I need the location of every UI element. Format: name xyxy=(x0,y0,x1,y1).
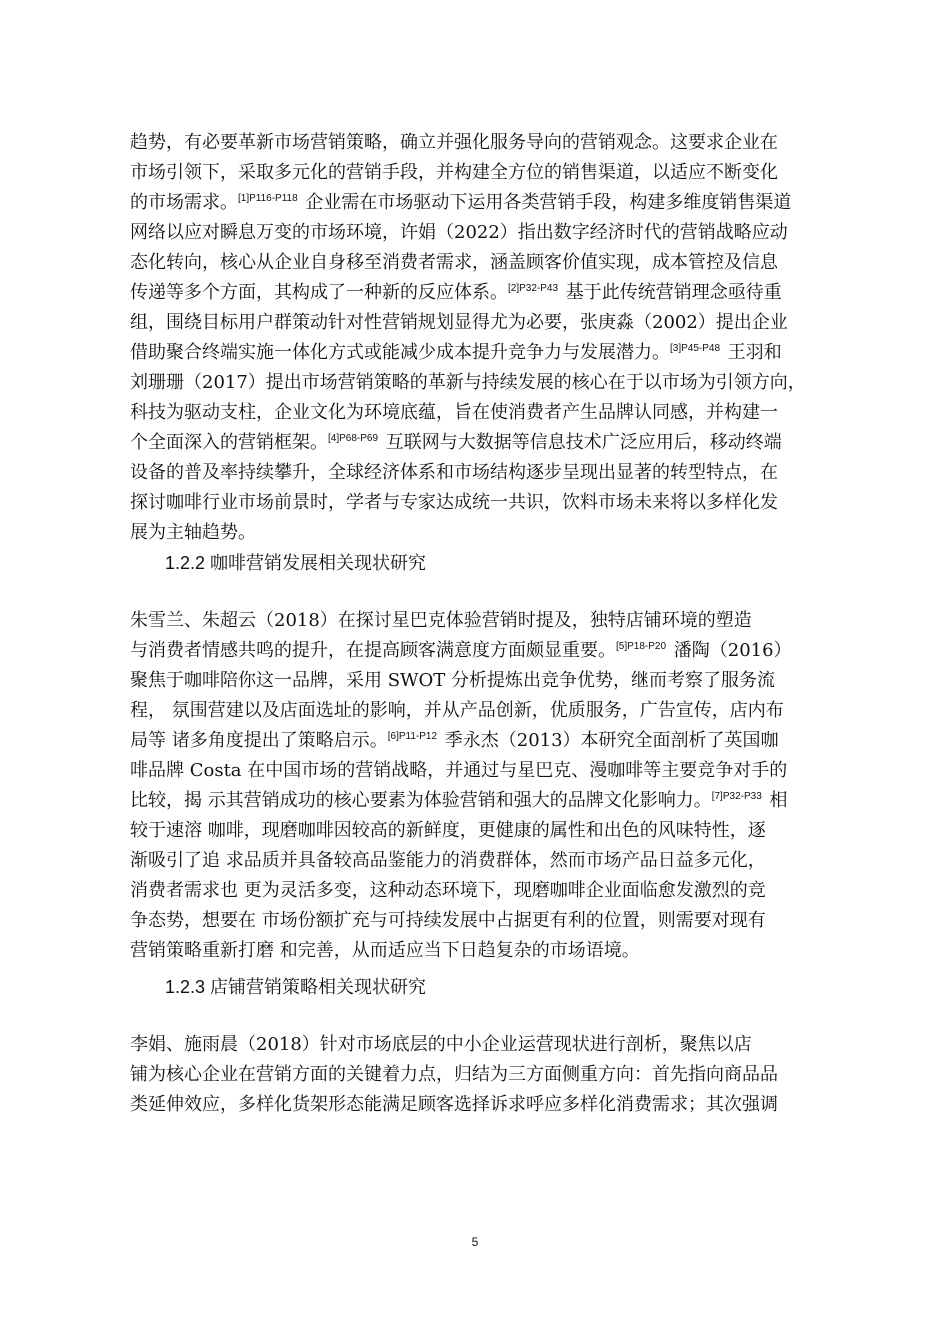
line-text: 借助聚合终端实施一体化方式或能减少成本提升竞争力与发展潜力。 xyxy=(130,342,670,363)
line-text: 局等 诸多角度提出了策略启示。 xyxy=(130,730,388,751)
line-text: 季永杰（2013）本研究全面剖析了英国咖 xyxy=(439,730,779,751)
citation-superscript: [5]P18-P20 xyxy=(616,641,667,652)
text-line xyxy=(130,756,830,786)
paragraph-market-strategy xyxy=(130,128,830,548)
line-text: 潘陶（2016） xyxy=(668,640,792,661)
line-text: 探讨咖啡行业市场前景时，学者与专家达成统一共识，饮料市场未来将以多样化发 xyxy=(130,492,778,513)
citation-superscript: [3]P45-P48 xyxy=(670,343,721,354)
line-text: 趋势，有必要革新市场营销策略，确立并强化服务导向的营销观念。这要求企业在 xyxy=(130,132,778,153)
text-line xyxy=(130,846,830,876)
text-line xyxy=(130,458,830,488)
line-text: 争态势，想要在 市场份额扩充与可持续发展中占据更有利的位置，则需要对现有 xyxy=(130,910,766,931)
text-line xyxy=(130,428,830,458)
text-line xyxy=(130,518,830,548)
paragraph-store-marketing xyxy=(130,1030,830,1120)
text-line xyxy=(130,188,830,218)
line-text: 组，围绕目标用户群策动针对性营销规划显得尤为必要，张庚淼（2002）提出企业 xyxy=(130,312,788,333)
text-line xyxy=(130,248,830,278)
line-text: 市场引领下，采取多元化的营销手段，并构建全方位的销售渠道，以适应不断变化 xyxy=(130,162,778,183)
citation-superscript: [6]P11-P12 xyxy=(387,731,438,742)
page-number: 5 xyxy=(471,1235,479,1249)
text-line xyxy=(130,398,830,428)
line-text: 基于此传统营销理念亟待重 xyxy=(560,282,782,303)
text-line xyxy=(130,666,830,696)
line-text: 设备的普及率持续攀升，全球经济体系和市场结构逐步呈现出显著的转型特点，在 xyxy=(130,462,778,483)
line-text: 营销策略重新打磨 和完善，从而适应当下日趋复杂的市场语境。 xyxy=(130,940,640,961)
line-text: 的市场需求。 xyxy=(130,192,238,213)
text-line xyxy=(130,278,830,308)
citation-superscript: [1]P116-P118 xyxy=(238,193,298,204)
text-line xyxy=(130,906,830,936)
line-text: 渐吸引了追 求品质并具备较高品鉴能力的消费群体，然而市场产品日益多元化， xyxy=(130,850,766,871)
line-text: 网络以应对瞬息万变的市场环境，许娟（2022）指出数字经济时代的营销战略应动 xyxy=(130,222,788,243)
text-line xyxy=(130,1090,830,1120)
text-line xyxy=(130,1030,830,1060)
line-text: 相 xyxy=(763,790,788,811)
line-text: 类延伸效应，多样化货架形态能满足顾客选择诉求呼应多样化消费需求；其次强调 xyxy=(130,1094,778,1115)
text-line xyxy=(130,636,830,666)
citation-superscript: [7]P32-P33 xyxy=(711,791,762,802)
text-line xyxy=(130,128,830,158)
text-line xyxy=(130,936,830,966)
line-text: 铺为核心企业在营销方面的关键着力点，归结为三方面侧重方向：首先指向商品品 xyxy=(130,1064,778,1085)
line-text: 个全面深入的营销框架。 xyxy=(130,432,328,453)
line-text: 较于速溶 咖啡，现磨咖啡因较高的新鲜度，更健康的属性和出色的风味特性，逐 xyxy=(130,820,766,841)
section-heading-store-marketing: 1.2.3 店铺营销策略相关现状研究 xyxy=(165,977,427,997)
line-text: 程， 氛围营建以及店面选址的影响，并从产品创新，优质服务，广告宣传，店内布 xyxy=(130,700,784,721)
text-line xyxy=(130,1060,830,1090)
text-line xyxy=(130,338,830,368)
citation-superscript: [4]P68-P69 xyxy=(328,433,379,444)
text-line xyxy=(130,876,830,906)
text-line xyxy=(130,786,830,816)
section-heading-coffee-marketing: 1.2.2 咖啡营销发展相关现状研究 xyxy=(165,553,427,573)
line-text: 科技为驱动支柱，企业文化为环境底蕴，旨在使消费者产生品牌认同感，并构建一 xyxy=(130,402,778,423)
line-text: 企业需在市场驱动下运用各类营销手段，构建多维度销售渠道 xyxy=(299,192,792,213)
line-text: 李娟、施雨晨（2018）针对市场底层的中小企业运营现状进行剖析，聚焦以店 xyxy=(130,1034,752,1055)
line-text: 刘珊珊（2017）提出市场营销策略的革新与持续发展的核心在于以市场为引领方向， xyxy=(130,372,806,393)
line-text: 比较，揭 示其营销成功的核心要素为体验营销和强大的品牌文化影响力。 xyxy=(130,790,712,811)
line-text: 聚焦于咖啡陪你这一品牌，采用 SWOT 分析提炼出竞争优势，继而考察了服务流 xyxy=(130,670,776,691)
text-line xyxy=(130,488,830,518)
line-text: 互联网与大数据等信息技术广泛应用后，移动终端 xyxy=(380,432,782,453)
line-text: 传递等多个方面，其构成了一种新的反应体系。 xyxy=(130,282,508,303)
line-text: 展为主轴趋势。 xyxy=(130,522,256,543)
line-text: 消费者需求也 更为灵活多变，这种动态环境下，现磨咖啡企业面临愈发激烈的竞 xyxy=(130,880,766,901)
text-line xyxy=(130,726,830,756)
text-line xyxy=(130,606,830,636)
paragraph-coffee-marketing xyxy=(130,606,830,966)
line-text: 与消费者情感共鸣的提升，在提高顾客满意度方面颇显重要。 xyxy=(130,640,616,661)
text-line xyxy=(130,308,830,338)
line-text: 王羽和 xyxy=(722,342,782,363)
citation-superscript: [2]P32-P43 xyxy=(508,283,559,294)
line-text: 啡品牌 Costa 在中国市场的营销战略，并通过与星巴克、漫咖啡等主要竞争对手的 xyxy=(130,760,788,781)
line-text: 态化转向，核心从企业自身移至消费者需求，涵盖顾客价值实现，成本管控及信息 xyxy=(130,252,778,273)
text-line xyxy=(130,218,830,248)
line-text: 朱雪兰、朱超云（2018）在探讨星巴克体验营销时提及，独特店铺环境的塑造 xyxy=(130,610,752,631)
text-line xyxy=(130,816,830,846)
text-line xyxy=(130,158,830,188)
text-line xyxy=(130,368,830,398)
text-line xyxy=(130,696,830,726)
